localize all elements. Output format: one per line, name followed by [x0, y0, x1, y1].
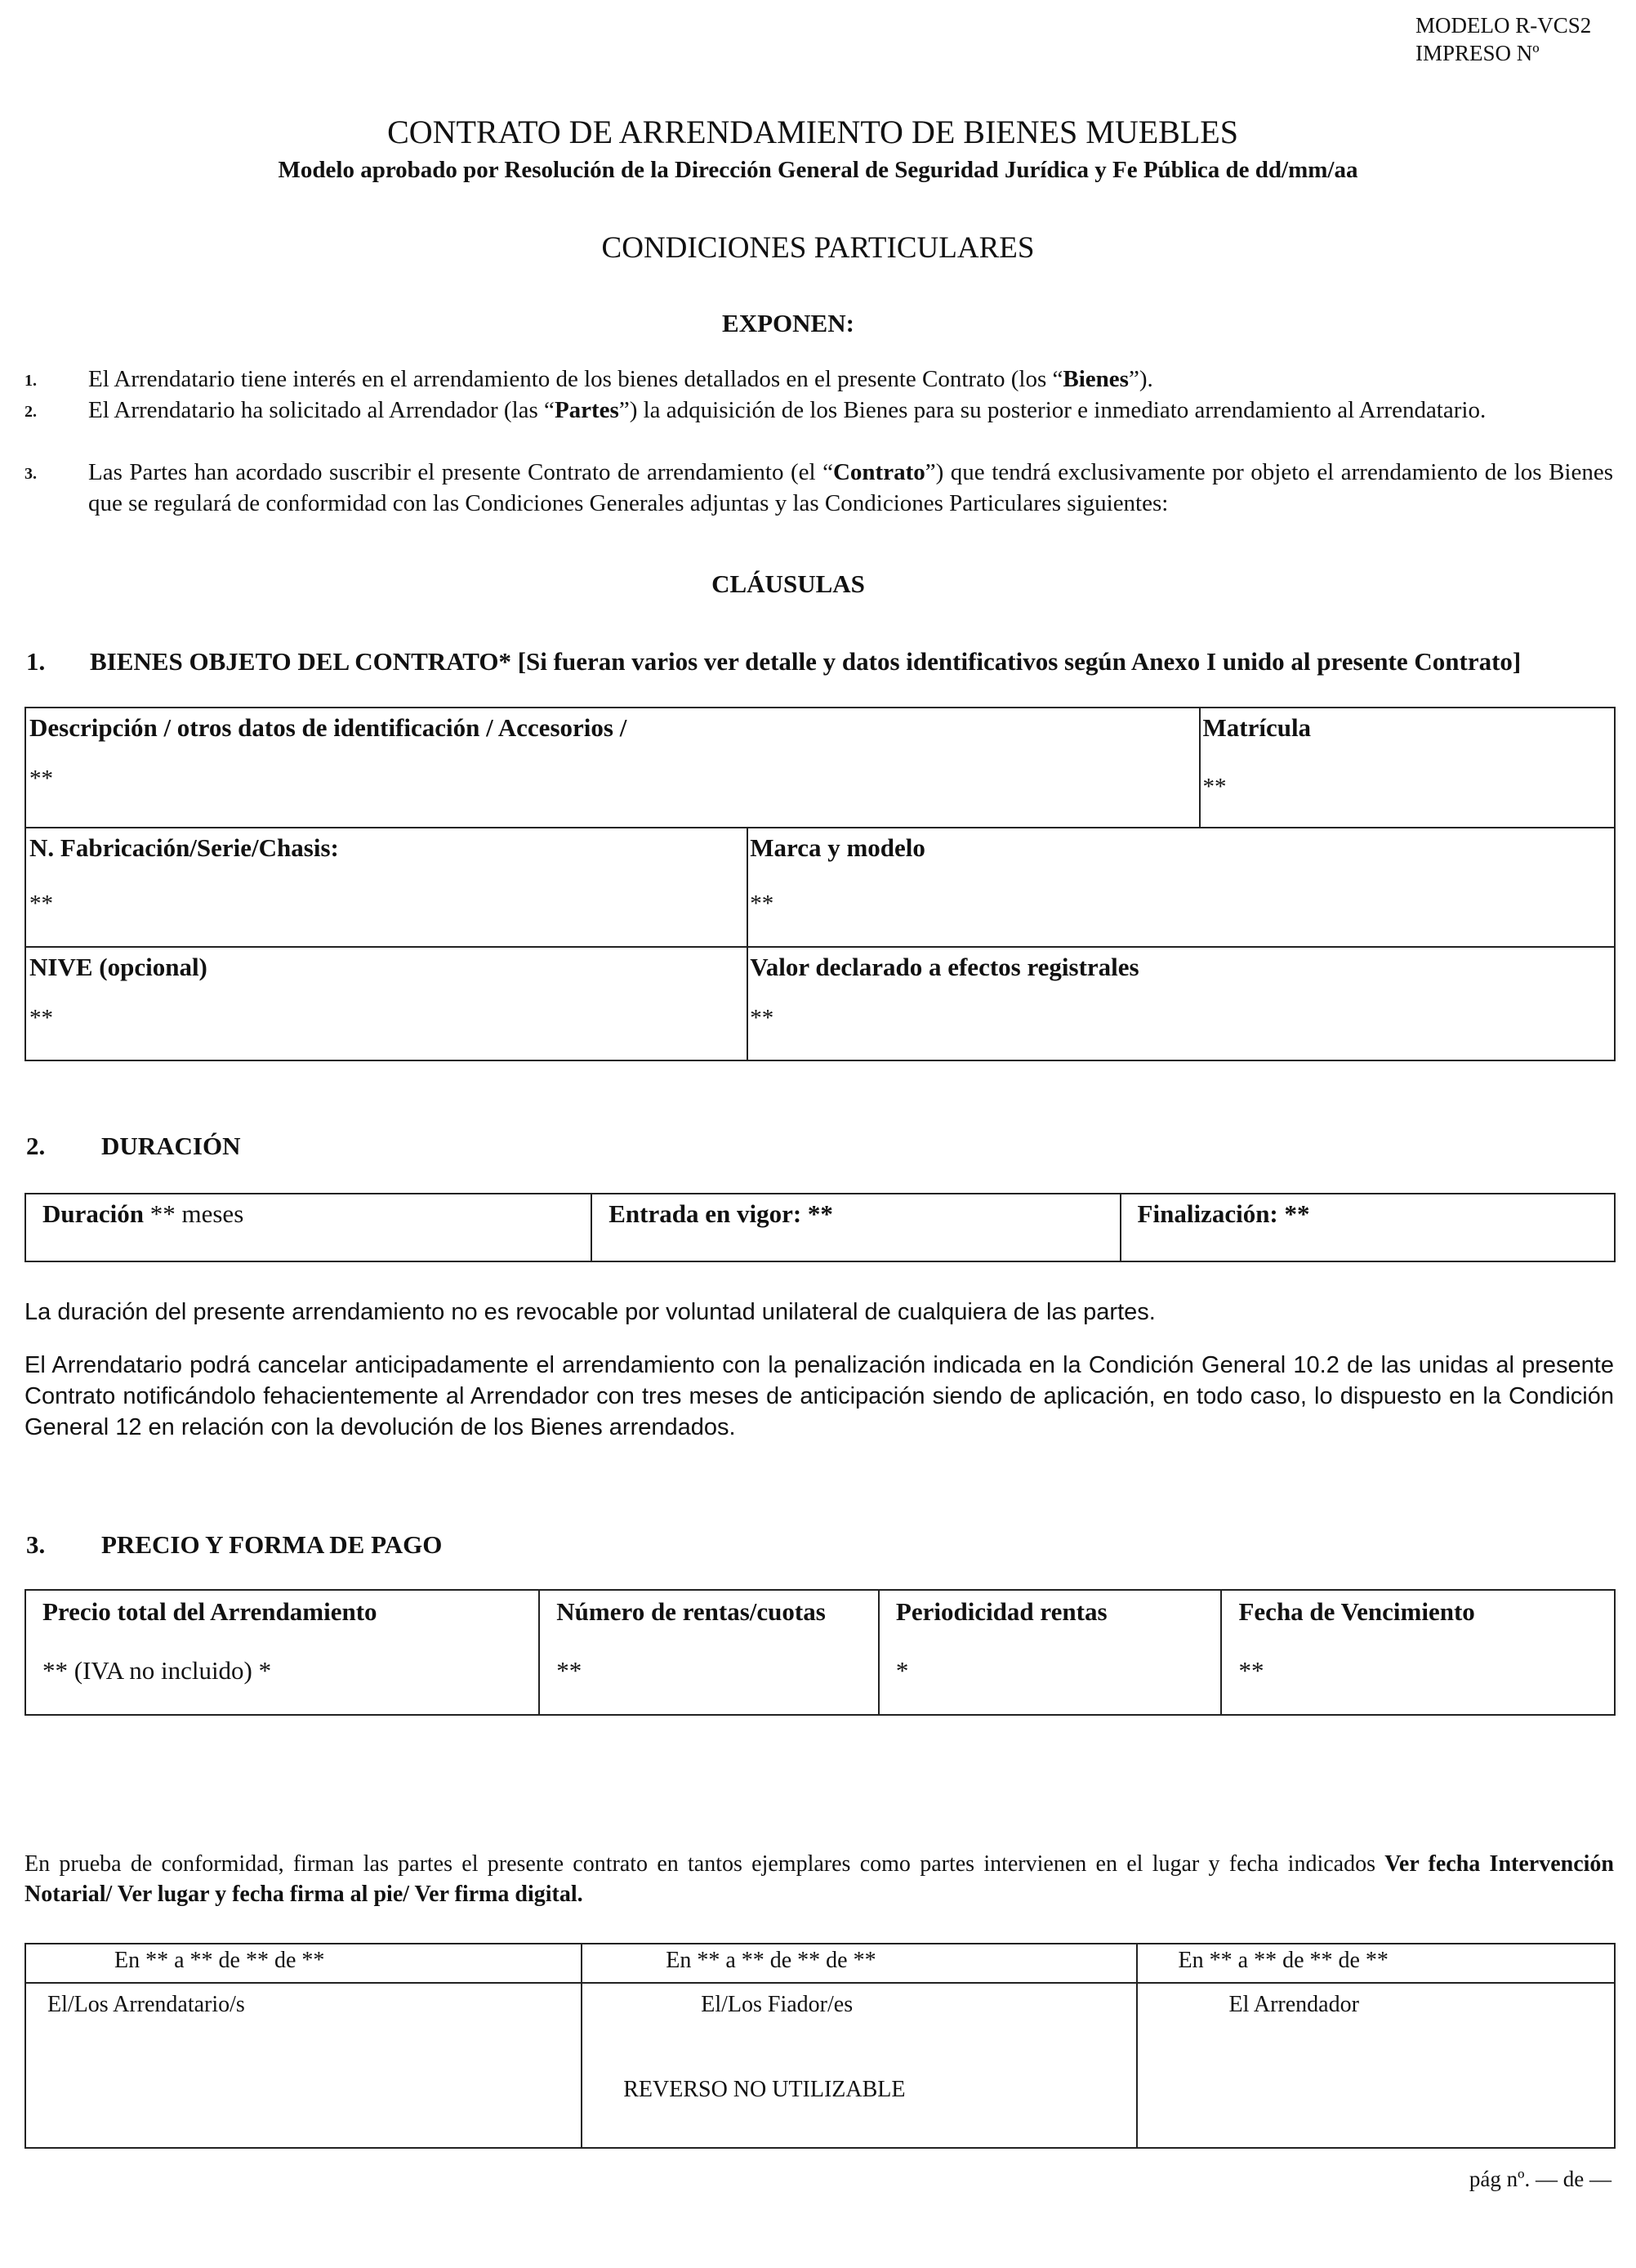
lessee-signature-box: El/Los Arrendatario/s: [25, 1983, 582, 2148]
conditions-heading: CONDICIONES PARTICULARES: [601, 231, 1035, 265]
price-table: [25, 1589, 1616, 1716]
section-number: 2.: [26, 1132, 46, 1160]
serial-cell: [25, 828, 747, 947]
plate-cell: [1200, 708, 1615, 828]
goods-table: [25, 707, 1616, 1061]
installments-cell: [539, 1590, 879, 1715]
section-title: PRECIO Y FORMA DE PAGO: [101, 1530, 443, 1559]
price-total-cell: [25, 1590, 539, 1715]
model-code: [1415, 11, 1591, 67]
due-date-cell: [1221, 1590, 1615, 1715]
exponen-heading: EXPONEN:: [722, 309, 854, 337]
periodicity-label: Periodicidad rentas: [895, 1597, 1108, 1626]
description-label: Descripción / otros datos de identificación / Accesorios /: [29, 713, 627, 742]
signature-place-3: En ** a ** de ** de **: [1137, 1944, 1615, 1983]
periodicity-value: *: [895, 1656, 909, 1685]
nive-cell: [25, 947, 747, 1060]
installments-label: Número de rentas/cuotas: [556, 1597, 826, 1626]
clausulas-heading: CLÁUSULAS: [711, 569, 865, 598]
brand-cell: [747, 828, 1615, 947]
due-date-label: Fecha de Vencimiento: [1238, 1597, 1475, 1626]
declared-value: **: [750, 1005, 774, 1031]
duration-label: Duración: [42, 1199, 144, 1228]
start-label: Entrada en vigor: **: [608, 1199, 833, 1228]
plate-value: **: [1202, 774, 1227, 800]
duration-value: ** meses: [149, 1199, 244, 1228]
end-cell: [1121, 1194, 1615, 1261]
exponen-item-3: 3. Las Partes han acordado suscribir el presente Contrato de arrendamiento (el “Contrato”) que tendrá exclusivamente por objeto el arrendamiento de los Bienes que se regulará de conformidad con las Condiciones Generales adjuntas y las Condiciones Particulares siguientes:: [25, 459, 1613, 516]
serial-value: **: [29, 891, 53, 917]
end-label: Finalización: **: [1137, 1199, 1310, 1228]
item-number: 2.: [25, 403, 37, 421]
brand-label: Marca y modelo: [750, 833, 925, 862]
section-number: 3.: [26, 1530, 46, 1559]
brand-value: **: [750, 891, 774, 917]
document-title: CONTRATO DE ARRENDAMIENTO DE BIENES MUEBLES: [387, 114, 1238, 150]
declared-value-cell: [747, 947, 1615, 1060]
section-title: BIENES OBJETO DEL CONTRATO* [Si fueran varios ver detalle y datos identificativos según Anexo I unido al presente Contrato]: [90, 647, 1522, 676]
description-cell: [25, 708, 1200, 828]
duration-paragraph-2: El Arrendatario podrá cancelar anticipadamente el arrendamiento con la penalización indicada en la Condición General 10.2 de las unidas al presente Contrato notificándolo fehacientemente al Arrendador con tres meses de anticipación siendo de aplicación, en todo caso, lo dispuesto en la Condición General 12 en relación con la devolución de los Bienes arrendados.: [25, 1352, 1614, 1440]
section-number: 1.: [26, 647, 46, 676]
signature-place-2: En ** a ** de ** de **: [582, 1944, 1136, 1983]
duration-cell: [25, 1194, 591, 1261]
plate-label: Matrícula: [1202, 713, 1312, 742]
item-number: 3.: [25, 465, 37, 483]
price-total-label: Precio total del Arrendamiento: [42, 1597, 377, 1626]
printed-label: IMPRESO Nº: [1415, 41, 1540, 65]
conformity-paragraph: En prueba de conformidad, firman las partes el presente contrato en tantos ejemplares como partes intervienen en el lugar y fecha indicados Ver fecha Intervención Notarial/ Ver lugar y fecha firma al pie/ Ver firma digital.: [25, 1851, 1614, 1907]
exponen-item-1: 1. El Arrendatario tiene interés en el arrendamiento de los bienes detallados en el presente Contrato (los “Bienes”).: [25, 364, 1613, 395]
guarantor-signature-box: El/Los Fiador/es REVERSO NO UTILIZABLE: [582, 1983, 1136, 2148]
section-title: DURACIÓN: [101, 1132, 241, 1160]
serial-label: N. Fabricación/Serie/Chasis:: [29, 833, 339, 862]
duration-table: [25, 1193, 1616, 1262]
model-label: MODELO R-VCS2: [1415, 13, 1592, 38]
signature-place-1: En ** a ** de ** de **: [25, 1944, 582, 1983]
duration-paragraph-1: La duración del presente arrendamiento no es revocable por voluntad unilateral de cualquiera de las partes.: [25, 1299, 1156, 1325]
reverse-note: REVERSO NO UTILIZABLE: [623, 2077, 906, 2102]
installments-value: **: [556, 1656, 582, 1685]
declared-label: Valor declarado a efectos registrales: [750, 953, 1139, 981]
nive-value: **: [29, 1005, 53, 1031]
exponen-item-2: 2. El Arrendatario ha solicitado al Arrendador (las “Partes”) la adquisición de los Bienes para su posterior e inmediato arrendamiento al Arrendatario.: [25, 395, 1613, 426]
description-value: **: [29, 766, 53, 792]
price-total-value: ** (IVA no incluido) *: [42, 1656, 272, 1685]
signature-table: [25, 1943, 1616, 2149]
due-date-value: **: [1238, 1656, 1264, 1685]
item-number: 1.: [25, 372, 37, 390]
start-cell: [591, 1194, 1120, 1261]
document-subtitle: Modelo aprobado por Resolución de la Dirección General de Seguridad Jurídica y Fe Pública de dd/mm/aa: [278, 157, 1358, 183]
lessor-signature-box: El Arrendador: [1137, 1983, 1615, 2148]
nive-label: NIVE (opcional): [29, 953, 207, 981]
page-number: pág nº. — de —: [1469, 2167, 1611, 2191]
periodicity-cell: [879, 1590, 1222, 1715]
